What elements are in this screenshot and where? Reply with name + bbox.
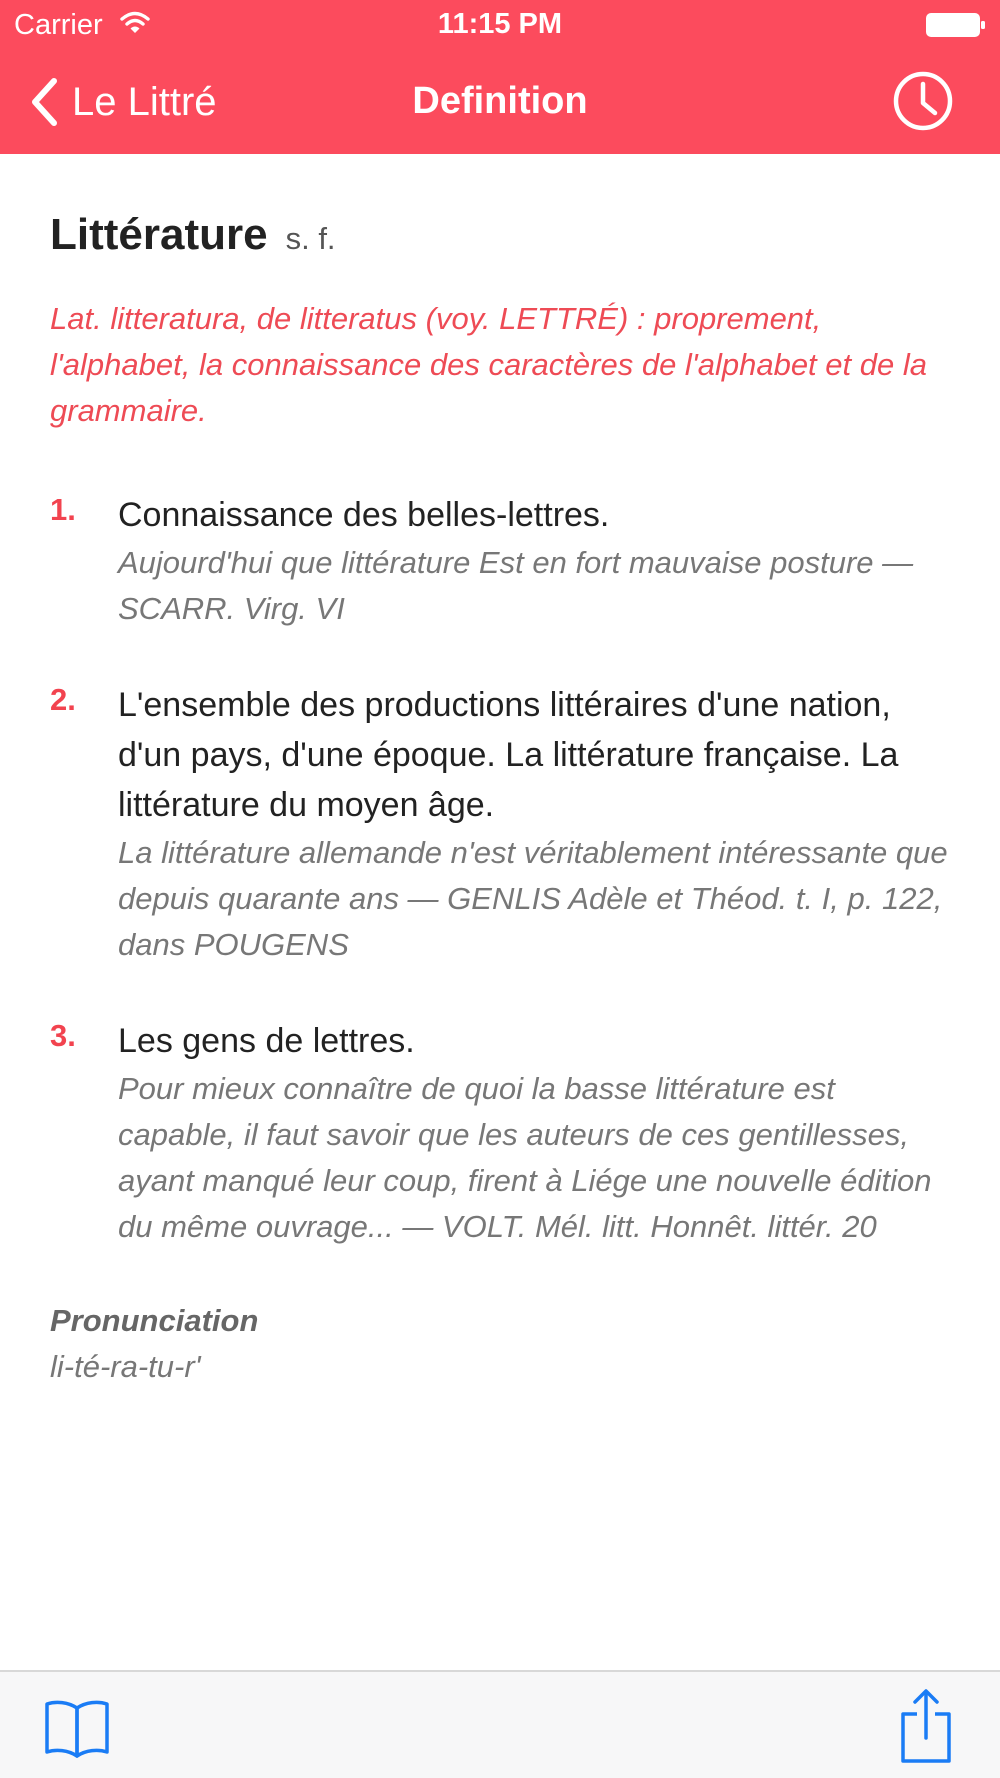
pronunciation-section (50, 1298, 950, 1390)
definition-item (50, 1016, 950, 1250)
headword: Littérature (50, 210, 268, 259)
definition-text: Connaissance des belles-lettres. (118, 496, 610, 534)
etymology: Lat. litteratura, de litteratus (voy. LETTRÉ) : proprement, l'alphabet, la connaissance des caractères de l'alphabet et de la grammaire. (50, 301, 927, 428)
headword-line (50, 210, 950, 270)
carrier-label: Carrier (14, 9, 103, 41)
definition-example: Pour mieux connaître de quoi la basse littérature est capable, il faut savoir que les auteurs de ces gentillesses, ayant manqué leur coup, firent à Liége une nouvelle édition du même ouvrage... — VOLT. Mél. litt. Honnêt. littér. 20 (118, 1071, 932, 1244)
definition-item (50, 680, 950, 968)
header (0, 0, 1000, 154)
definition-number: 2. (50, 682, 76, 717)
definition-text: L'ensemble des productions littéraires d'une nation, d'un pays, d'une époque. La littérature française. La littérature du moyen âge. (118, 686, 899, 824)
nav-bar (0, 50, 1000, 154)
back-button[interactable] (28, 74, 217, 130)
back-button-label: Le Littré (72, 79, 217, 124)
definition-list (50, 490, 950, 1250)
definition-item (50, 490, 950, 632)
definition-example: Aujourd'hui que littérature Est en fort mauvaise posture — SCARR. Virg. VI (118, 545, 914, 626)
book-icon[interactable] (44, 1696, 110, 1760)
definition-number: 1. (50, 492, 76, 527)
clock-icon[interactable] (892, 70, 954, 132)
battery-icon (926, 13, 986, 37)
definition-text: Les gens de lettres. (118, 1022, 415, 1060)
pronunciation-heading: Pronunciation (50, 1303, 259, 1338)
status-time: 11:15 PM (437, 8, 563, 40)
chevron-left-icon (28, 76, 62, 128)
share-icon[interactable] (900, 1688, 952, 1764)
pronunciation-value: li-té-ra-tu-r' (50, 1349, 201, 1384)
status-bar (0, 0, 1000, 50)
definition-number: 3. (50, 1018, 76, 1053)
part-of-speech: s. f. (285, 221, 336, 256)
definition-content (50, 210, 950, 1390)
definition-example: La littérature allemande n'est véritablement intéressante que depuis quarante ans — GENLIS Adèle et Théod. t. I, p. 122, dans POUGENS (118, 835, 948, 962)
page-title: Definition (412, 80, 588, 122)
bottom-toolbar (0, 1670, 1000, 1778)
